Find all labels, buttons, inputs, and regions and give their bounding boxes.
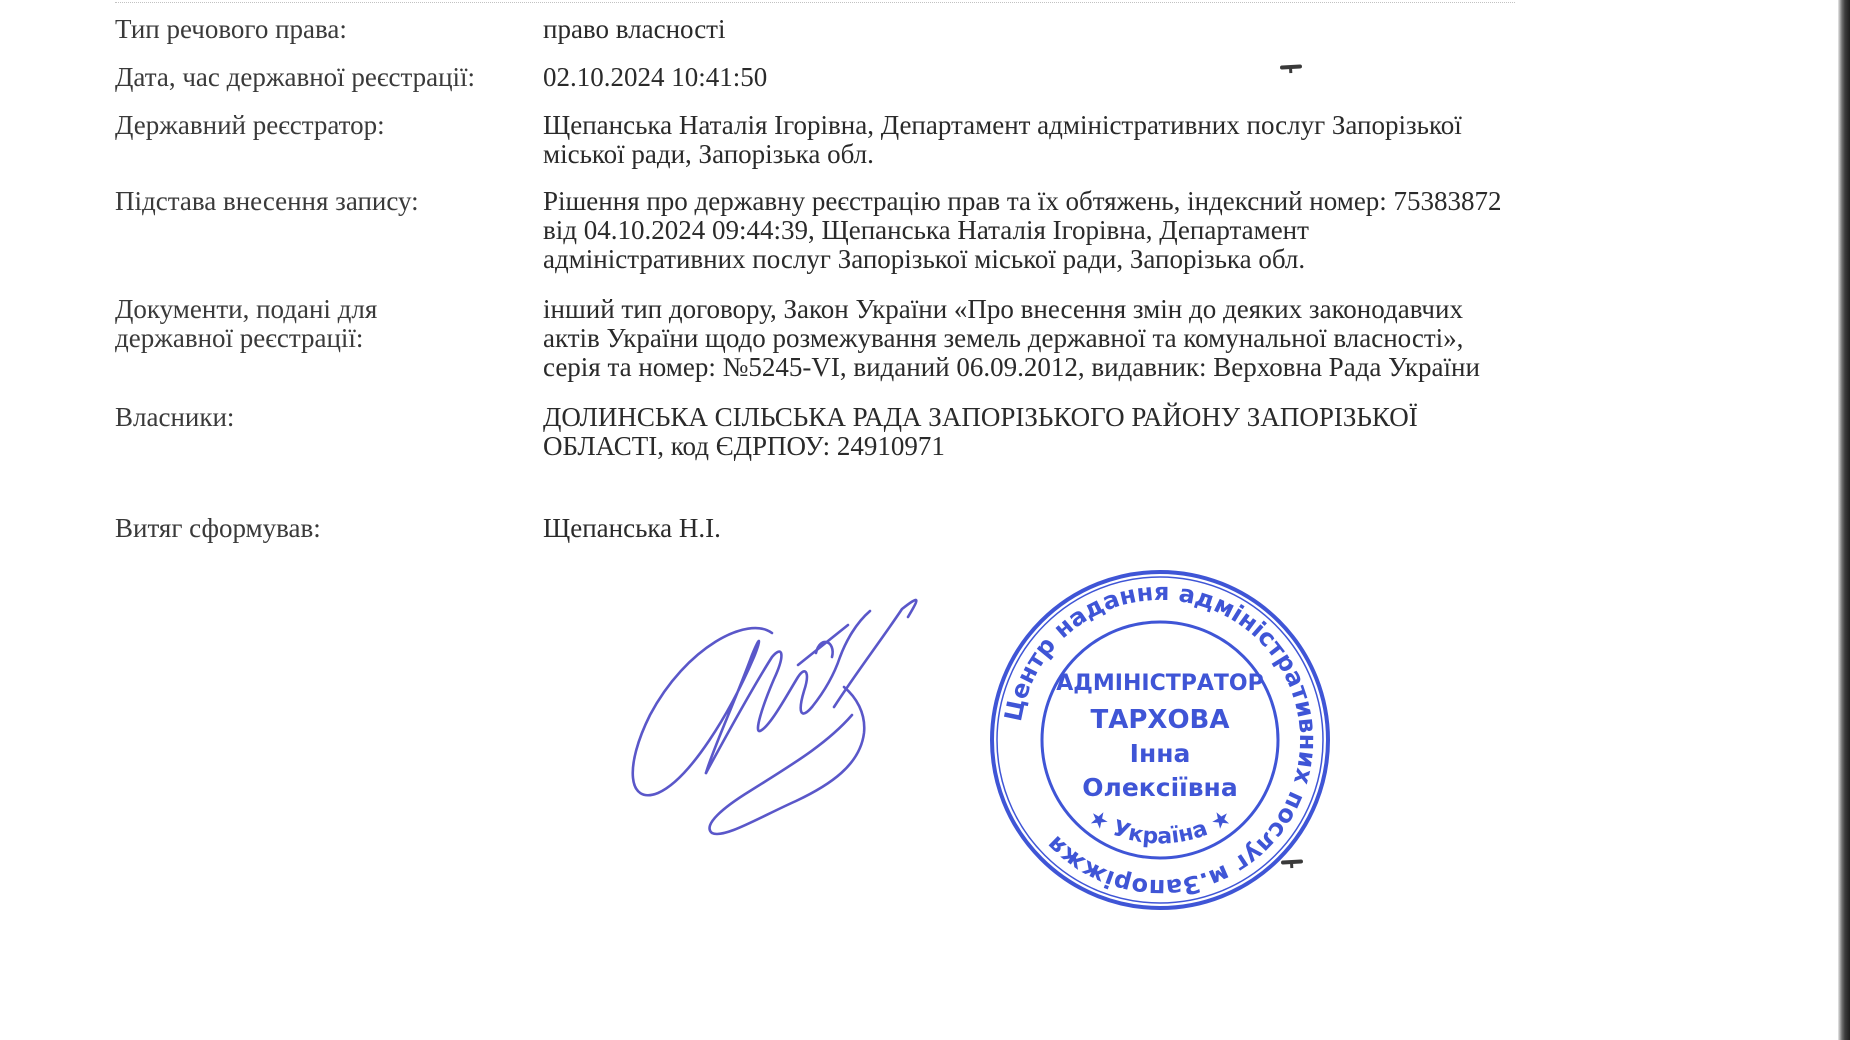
field-value: інший тип договору, Закон України «Про внесення змін до деяких законодавчих актів України щодо розмежування земель державної та комунальної власності», серія та номер: №5245-VI, виданий 06.09.2012, видавник: Верховна Рада України [543, 294, 1480, 382]
field-label: Підстава внесення запису: [115, 186, 419, 216]
stamp-outer-text: Центр надання адміністративних послуг м.Запоріжжя [999, 577, 1323, 903]
field-label: Документи, подані для державної реєстрації: [115, 294, 378, 353]
field-value: 02.10.2024 10:41:50 [543, 62, 768, 92]
field-label: Державний реєстратор: [115, 110, 385, 140]
field-value: право власності [543, 14, 726, 44]
stamp-role: АДМІНІСТРАТОР [1056, 671, 1264, 696]
handwritten-signature [620, 595, 960, 855]
field-label: Витяг сформував: [115, 513, 321, 543]
stamp-first-name: Інна [1129, 739, 1191, 768]
field-value: Щепанська Наталія Ігорівна, Департамент адміністративних послуг Запорізької міської ради, Запорізька обл. [543, 110, 1462, 169]
stamp-patronymic: Олексіївна [1082, 773, 1238, 802]
official-stamp [980, 560, 1340, 920]
field-label: Тип речового права: [115, 14, 347, 44]
field-value: Рішення про державну реєстрацію прав та їх обтяжень, індексний номер: 75383872 від 04.10.2024 09:44:39, Щепанська Наталія Ігорівна, Департамент адміністративних послуг Запорізької міської ради, Запорізька обл. [543, 186, 1502, 274]
field-value: Щепанська Н.І. [543, 513, 721, 543]
stamp-surname: ТАРХОВА [1090, 705, 1230, 735]
stamp-country-text: ★ Україна ★ [1083, 804, 1237, 850]
field-label: Дата, час державної реєстрації: [115, 62, 476, 92]
scan-edge-shadow [1838, 0, 1850, 1040]
field-value: ДОЛИНСЬКА СІЛЬСЬКА РАДА ЗАПОРІЗЬКОГО РАЙОНУ ЗАПОРІЗЬКОЇ ОБЛАСТІ, код ЄДРПОУ: 24910971 [543, 402, 1418, 461]
cropped-previous-line [115, 0, 1515, 3]
field-label: Власники: [115, 402, 235, 432]
